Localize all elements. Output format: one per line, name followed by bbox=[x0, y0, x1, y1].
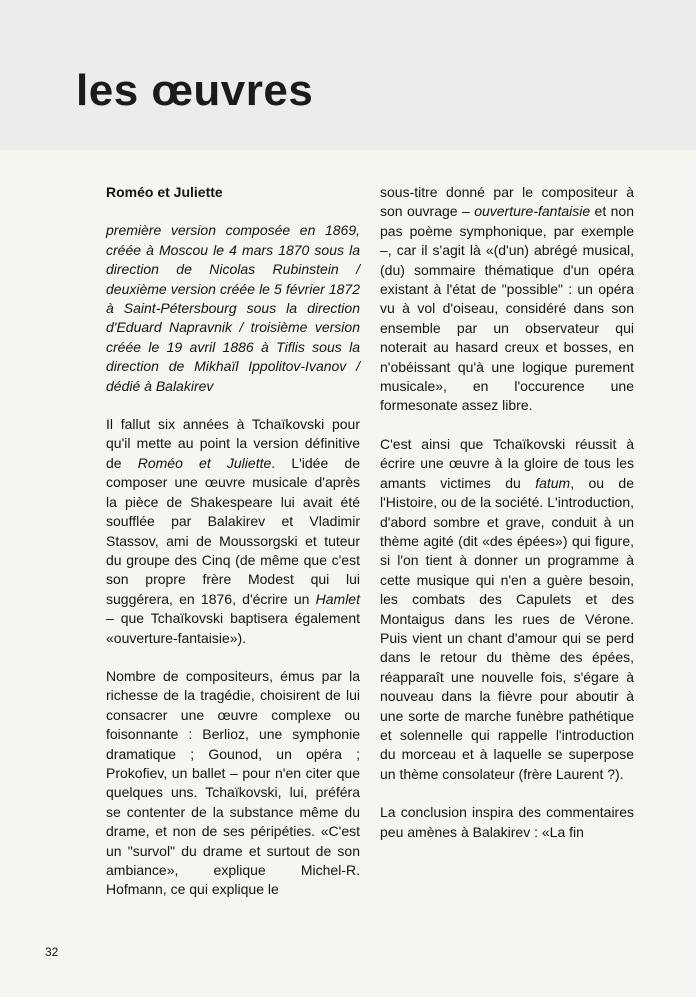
right-column bbox=[380, 183, 634, 842]
paragraph-text: , ou de l'Histoire, ou de la société. L'introduction, d'abord sombre et grave, conduit à un thème agité (dit «des épées») qui figure, si l'on tient à donner un programme à cette musique qui n'en a guère besoin, les combats des Capulets et des Montaigus dans les rues de Vérone. Puis vient un chant d'amour qui se perd dans le retour du thème des épées, réapparaît une nouvelle fois, s'égare à nouveau dans la fièvre pour aboutir à une sorte de marche funèbre pathétique et solennelle qui rappelle l'introduction du morceau et à laquelle se superpose un thème consolateur (frère Laurent ?). bbox=[380, 474, 634, 782]
paragraph-composers: Nombre de compositeurs, émus par la richesse de la tragédie, choisirent de lui consacrer une œuvre complexe ou foisonnante : Berlioz, une symphonie dramatique ; Gounod, un opéra ; Prokofiev, un ballet – pour n'en citer que quelques uns. Tchaïkovski, lui, préféra se contenter de la substance même du drame, et non de ses péripéties. «C'est un "survol" du drame et surtout de son ambiance», explique Michel-R. Hofmann, ce qui explique le bbox=[106, 667, 360, 898]
paragraph-origins bbox=[106, 415, 360, 648]
paragraph-text: sous-titre donné par le compositeur à son ouvrage – bbox=[380, 184, 634, 220]
paragraph-text: – que Tchaïkovski baptisera également «ouverture-fantaisie»). bbox=[106, 610, 360, 646]
work-heading: Roméo et Juliette bbox=[106, 184, 223, 200]
paragraph-text: Il fallut six années à Tchaïkovski pour qu'il mette au point la version définitive de bbox=[106, 416, 360, 471]
paragraph-text: et non pas poème symphonique, par exemple –, car il s'agit là «(d'un) abrégé musical, (du) sommaire thématique d'un opéra existant à l'état de "possible" : un opéra vu à vol d'oiseau, considéré dans son ensemble par un observateur qui noterait au hasard creux et bosses, en n'obéissant qu'à une logique purement musicale», en l'occurence une formesonate assez libre. bbox=[380, 203, 634, 414]
paragraph-text: . L'idée de composer une œuvre musicale d'après la pièce de Shakespeare lui avait été soufflée par Balakirev et Vladimir Stassov, ami de Moussorgski et tuteur du groupe des Cinq (de même que c'est son propre frère Modest qui lui suggérera, en 1876, d'écrire un bbox=[106, 454, 360, 607]
paragraph-structure bbox=[380, 435, 634, 784]
left-column bbox=[106, 183, 360, 900]
premiere-details: première version composée en 1869, créée à Moscou le 4 mars 1870 sous la direction de Nicolas Rubinstein / deuxième version créée le 5 février 1872 à Saint-Pétersbourg sous la direction d'Eduard Napravnik / troisième version créée le 19 avril 1886 à Tiflis sous la direction de Mikhaïl Ippolitov-Ivanov / dédié à Balakirev bbox=[106, 222, 360, 394]
page-title: les œuvres bbox=[76, 66, 314, 115]
work-title-reference: Hamlet bbox=[315, 590, 360, 607]
paragraph-subtitle bbox=[380, 183, 634, 416]
paragraph-text: C'est ainsi que Tchaïkovski réussit à écrire une œuvre à la gloire de tous les amants victimes du bbox=[380, 435, 634, 491]
paragraph-conclusion: La conclusion inspira des commentaires peu amènes à Balakirev : «La fin bbox=[380, 804, 634, 840]
emphasized-term: ouverture-fantaisie bbox=[474, 203, 591, 220]
page-number: 32 bbox=[45, 945, 59, 959]
emphasized-term: fatum bbox=[535, 474, 571, 491]
work-title-reference: Roméo et Juliette bbox=[137, 454, 272, 471]
